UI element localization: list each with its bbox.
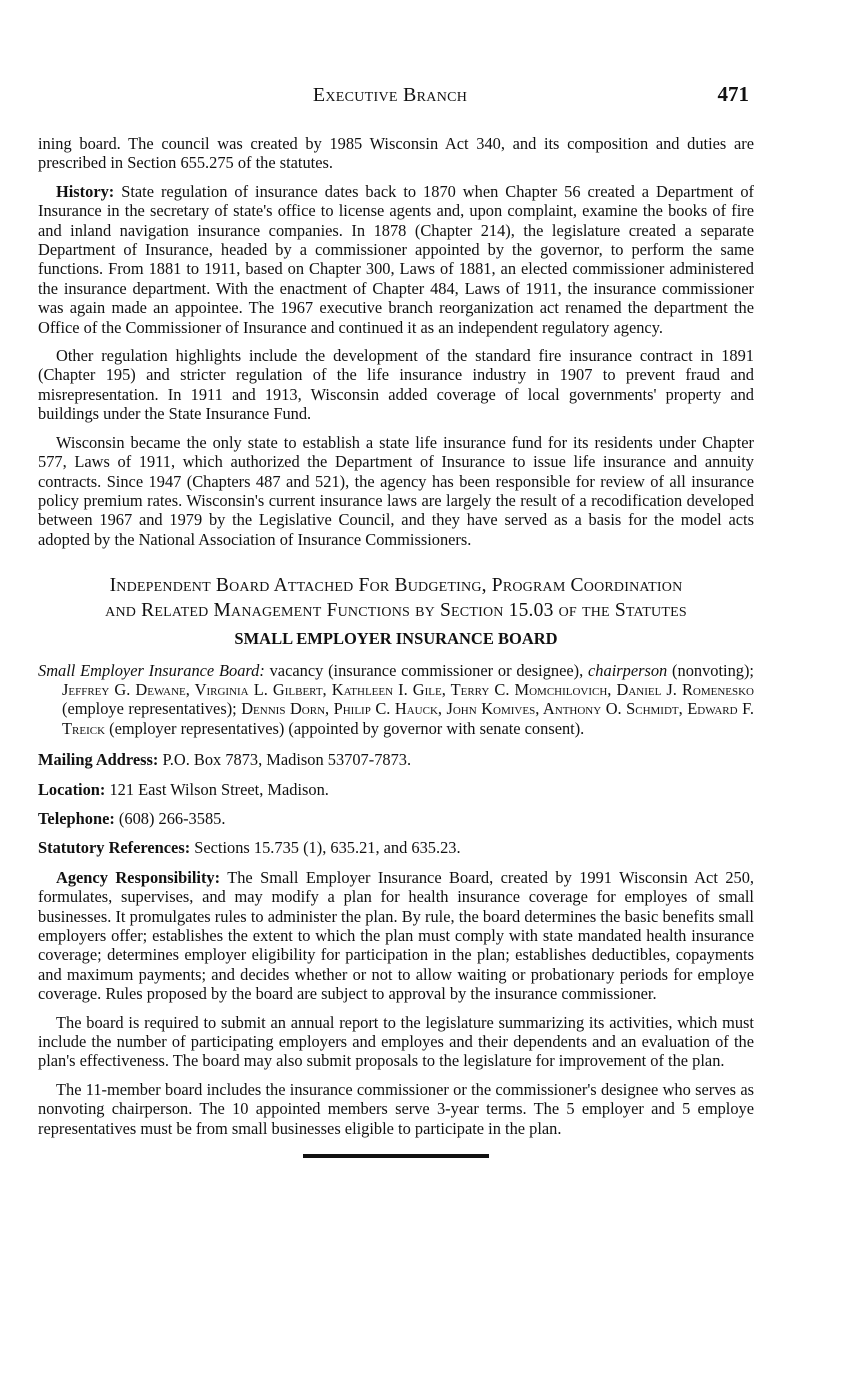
section-end-rule: [303, 1154, 489, 1158]
statutory-label: Statutory References:: [38, 838, 191, 858]
statutory-value: Sections 15.735 (1), 635.21, and 635.23.: [190, 838, 461, 858]
continuation-paragraph: ining board. The council was created by 1985 Wisconsin Act 340, and its composition and duties are prescribed in Section 655.275 of the statutes.: [38, 134, 754, 173]
history-label: History:: [56, 181, 115, 201]
annual-report-paragraph: The board is required to submit an annual report to the legislature summarizing its activities, which must include the number of participating employers and employes and their dependents and an evaluation of the plan's effectiveness. The board may also submit proposals to the legislature for improvement of the plan.: [38, 1012, 754, 1071]
running-header: [0, 84, 859, 112]
board-label: Small Employer Insurance Board:: [38, 660, 265, 680]
section-heading: [38, 573, 754, 623]
telephone-value: (608) 266-3585.: [114, 808, 226, 828]
section-heading-line-2: and Related Management Functions by Section 15.03 of the Statutes: [105, 600, 687, 622]
history-paragraph: [38, 182, 754, 337]
employer-note: (employer representatives) (appointed by governor with senate consent).: [105, 718, 585, 738]
board-title: SMALL EMPLOYER INSURANCE BOARD: [234, 629, 558, 649]
mailing-label: Mailing Address:: [38, 750, 159, 770]
location-label: Location:: [38, 779, 106, 799]
employer-representatives: Dennis Dorn, Philip C. Hauck, John Komives, Anthony O. Schmidt, Edward F. Treick: [62, 699, 754, 738]
history-text: State regulation of insurance dates back to 1870 when Chapter 56 created a Department of Insurance in the secretary of state's office to license agents and, upon complaint, examine the books of fire and inland navigation insurance companies. In 1878 (Chapter 214), the legislature created a separate Department of Insurance, headed by a commissioner appointed by the governor, to perform the same functions. From 1881 to 1911, based on Chapter 300, Laws of 1881, an elected commissioner administered the insurance department. With the enactment of Chapter 484, Laws of 1911, the insurance commissioner was again made an appointee. The 1967 executive branch reorganization act renamed the department the Office of the Commissioner of Insurance and continued it as an independent regulatory agency.: [38, 181, 754, 337]
membership-paragraph: [38, 661, 754, 739]
mailing-value: P.O. Box 7873, Madison 53707-7873.: [158, 750, 412, 770]
section-heading-line-1: Independent Board Attached For Budgeting, Program Coordination: [109, 575, 683, 597]
vacancy-text: vacancy (insurance commissioner or designee),: [264, 660, 589, 680]
mailing-address: [38, 750, 754, 769]
chair-note: (nonvoting);: [667, 660, 754, 680]
life-fund-paragraph: Wisconsin became the only state to establish a state life insurance fund for its residents under Chapter 577, Laws of 1911, which authorized the Department of Insurance to issue life insurance and annuity contracts. Since 1947 (Chapters 487 and 521), the agency has been responsible for review of all insurance policy premium rates. Wisconsin's current insurance laws are largely the result of a recodification developed between 1967 and 1979 by the Legislative Council, and they have served as a basis for the model acts adopted by the National Association of Insurance Commissioners.: [38, 432, 754, 549]
chair-label: chairperson: [588, 660, 668, 680]
telephone-label: Telephone:: [38, 808, 115, 828]
employe-representatives: Jeffrey G. Dewane, Virginia L. Gilbert, Kathleen I. Gile, Terry C. Momchilovich, Daniel J. Romenesko: [62, 679, 754, 699]
running-title: Executive Branch: [312, 84, 468, 106]
telephone: [38, 809, 754, 828]
location: [38, 780, 754, 799]
page-number: 471: [717, 82, 749, 106]
responsibility-text: The Small Employer Insurance Board, created by 1991 Wisconsin Act 250, formulates, supervises, and may modify a plan for health insurance coverage for employes of small businesses. It promulgates rules to administer the plan. By rule, the board determines the basic benefits small employers offer; establishes the extent to which the plan must comply with state mandated health insurance coverage; determines employer eligibility for participation in the plan; establishes deductibles, copayments and maximum payments; and decides whether or not to allow waiting or probationary periods for employe coverage. Rules proposed by the board are subject to approval by the insurance commissioner.: [38, 867, 754, 1004]
statutory-references: [38, 838, 754, 857]
agency-responsibility-paragraph: [38, 868, 754, 1004]
composition-paragraph: The 11-member board includes the insurance commissioner or the commissioner's designee who serves as nonvoting chairperson. The 10 appointed members serve 3-year terms. The 5 employer and 5 employe representatives must be from small businesses eligible to participate in the plan.: [38, 1079, 754, 1138]
responsibility-label: Agency Responsibility:: [56, 867, 221, 887]
page-content: [38, 134, 754, 1158]
highlights-paragraph: Other regulation highlights include the development of the standard fire insurance contract in 1891 (Chapter 195) and stricter regulation of the life insurance industry in 1907 to prevent fraud and misrepresentation. In 1911 and 1913, Wisconsin added coverage of local governments' property and buildings under the State Insurance Fund.: [38, 346, 754, 424]
location-value: 121 East Wilson Street, Madison.: [105, 779, 329, 799]
employe-note: (employe representatives);: [62, 699, 242, 719]
